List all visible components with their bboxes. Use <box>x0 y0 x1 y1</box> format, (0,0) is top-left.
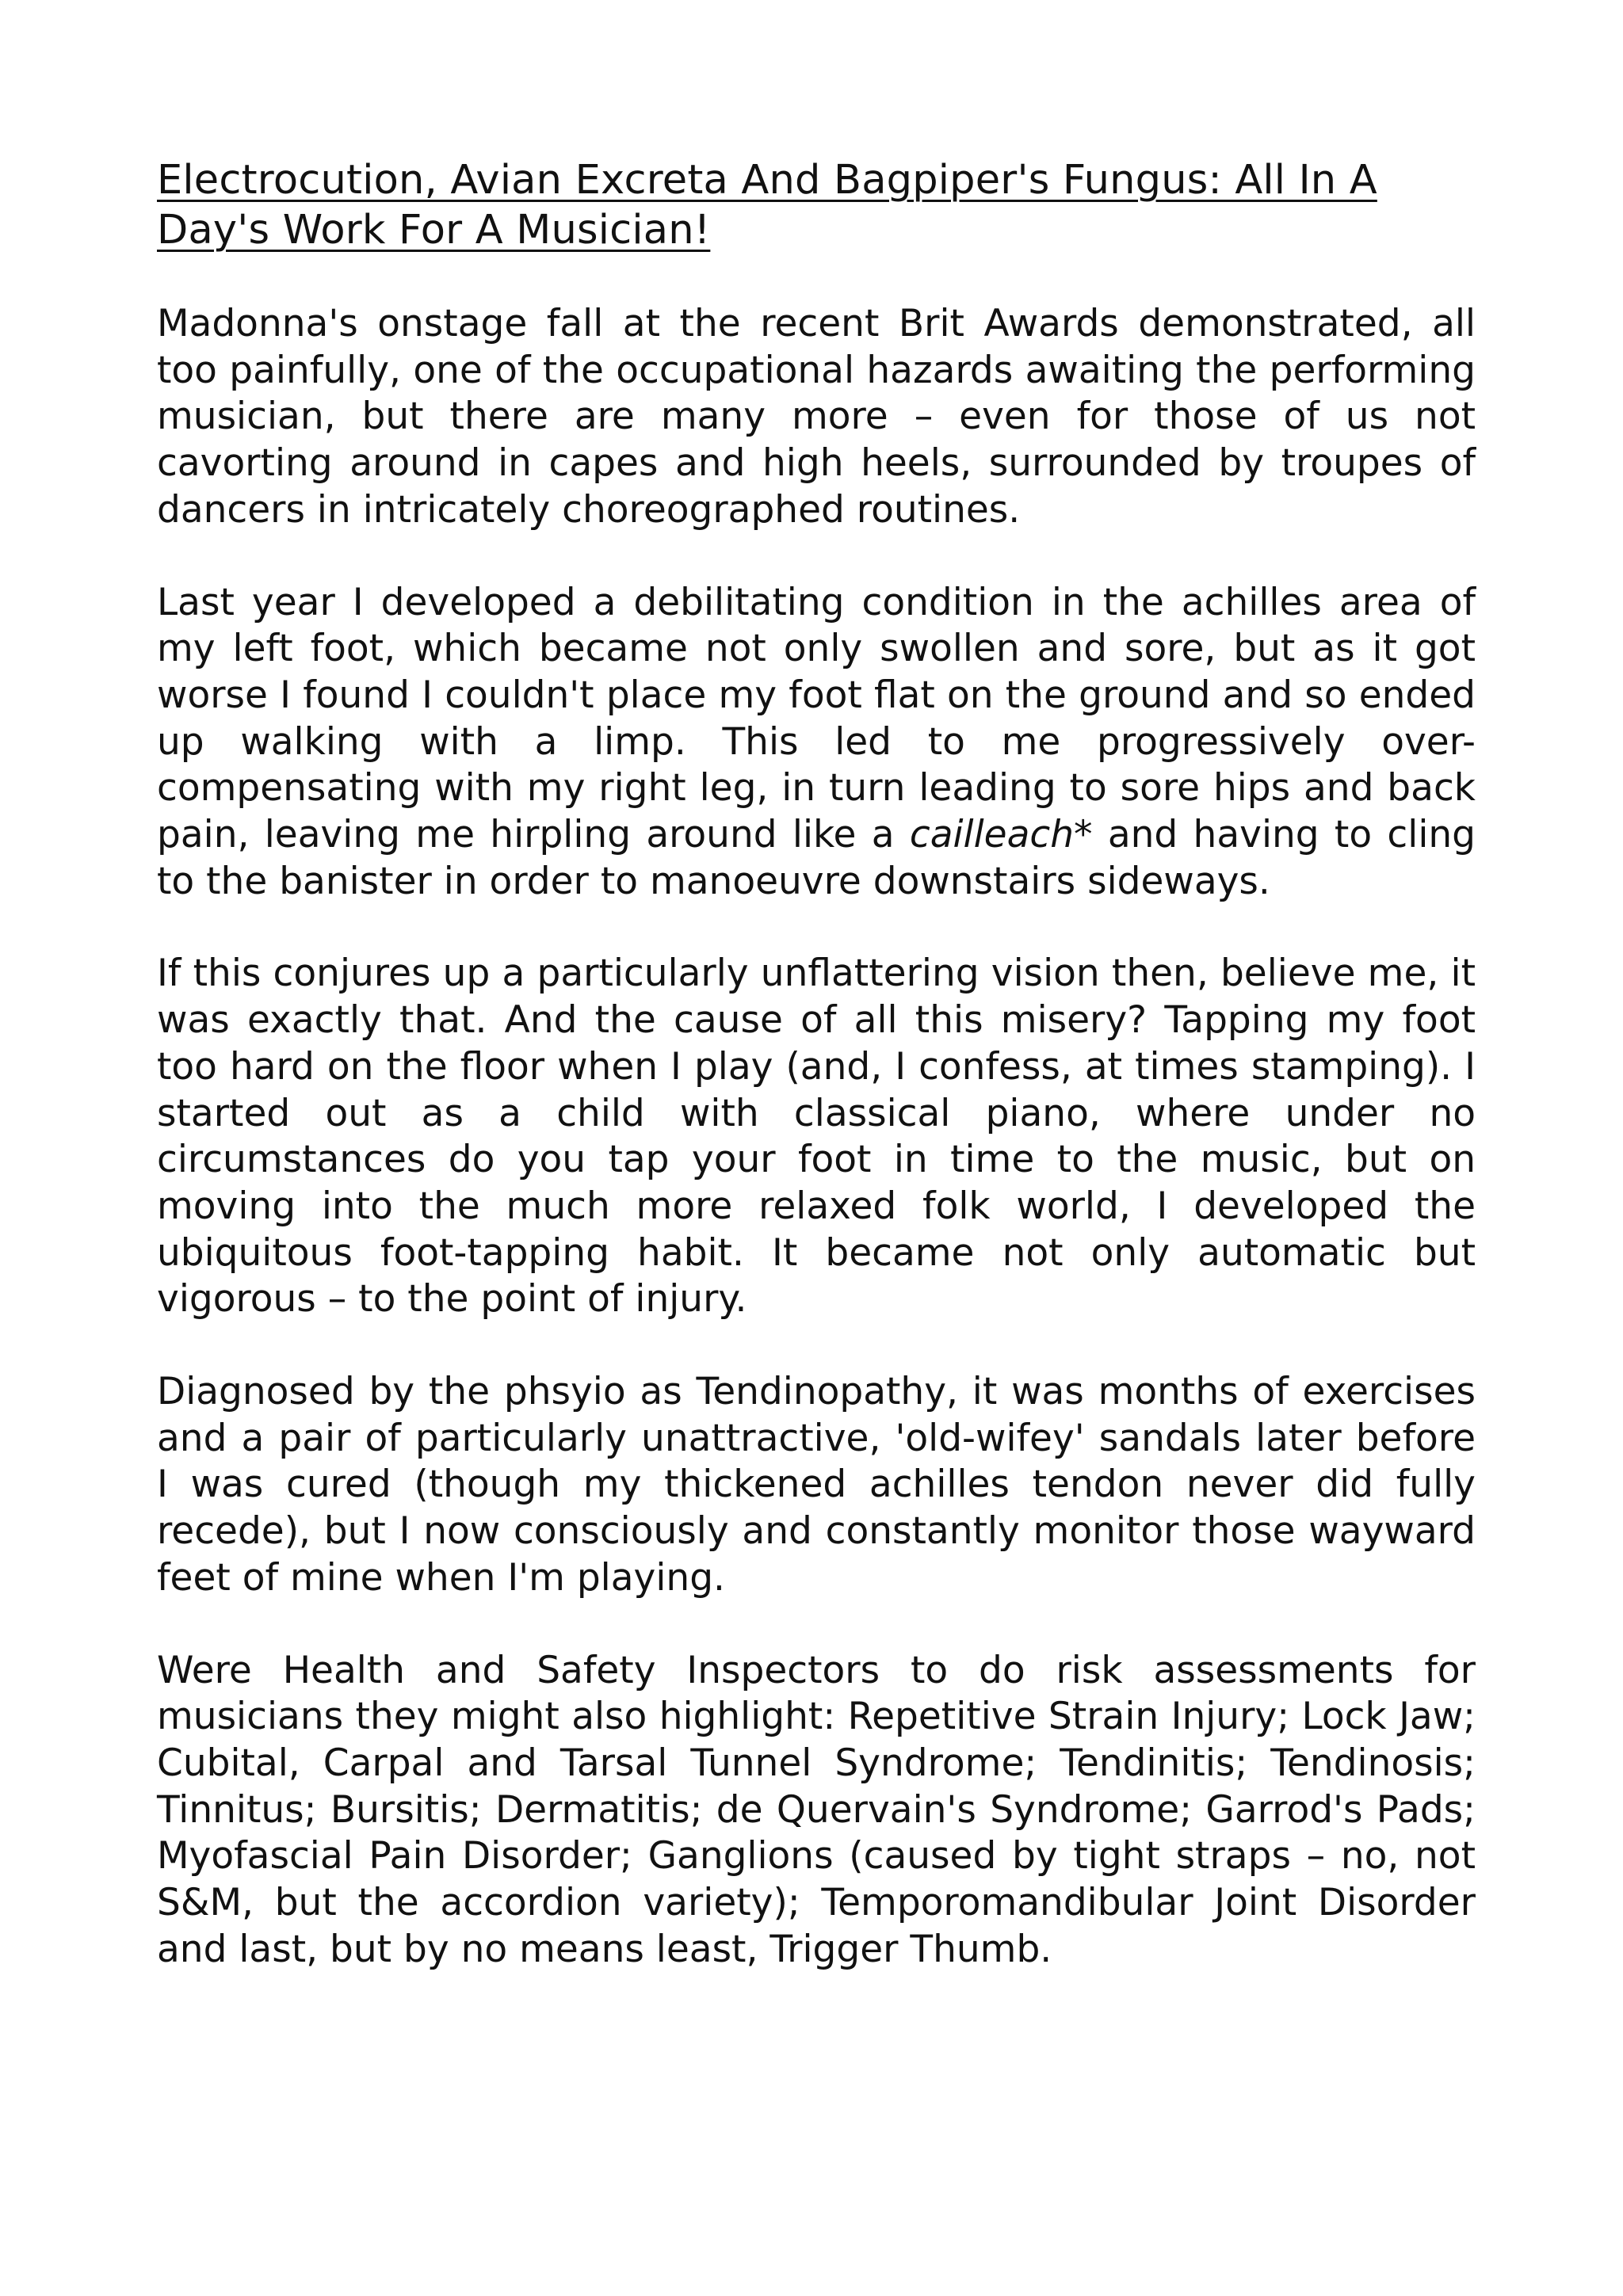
paragraph-hazards-list: Were Health and Safety Inspectors to do risk assessments for musicians they might also highlight: Repetitive Strain Injury; Lock Jaw; Cubital, Carpal and Tarsal Tunnel Syndrome; Tendinitis; Tendinosis; Tinnitus; Bursitis; Dermatitis; de Quervain's Syndrome; Garrod's Pads; Myofascial Pain Disorder; Ganglions (caused by tight straps – no, not S&M, but the accordion variety); Temporomandibular Joint Disorder and last, but by no means least, Trigger Thumb. <box>157 1648 1476 1971</box>
article-body <box>157 155 1476 2019</box>
cailleach-italic: cailleach <box>909 813 1075 857</box>
paragraph-foot-tapping: If this conjures up a particularly unflattering vision then, believe me, it was exactly that. And the cause of all this misery? Tapping my foot too hard on the floor when I play (and, I confess, at times stamping). I started out as a child with classical piano, where under no circumstances do you tap your foot in time to the music, but on moving into the much more relaxed folk world, I developed the ubiquitous foot-tapping habit. It became not only automatic but vigorous – to the point of injury. <box>157 952 1476 1322</box>
paragraph-diagnosis: Diagnosed by the phsyio as Tendinopathy, it was months of exercises and a pair of particularly unattractive, 'old-wifey' sandals later before I was cured (though my thickened achilles tendon never did fully recede), but I now consciously and constantly monitor those wayward feet of mine when I'm playing. <box>157 1370 1476 1600</box>
paragraph-madonna: Madonna's onstage fall at the recent Brit Awards demonstrated, all too painfully, one of the occupational hazards awaiting the performing musician, but there are many more – even for those of us not cavorting around in capes and high heels, surrounded by troupes of dancers in intricately choreographed routines. <box>157 302 1476 532</box>
article-title: Electrocution, Avian Excreta And Bagpiper's Fungus: All In A Day's Work For A Musician! <box>157 157 1377 254</box>
paragraph-achilles-text: Last year I developed a debilitating condition in the achilles area of my left foot, which became not only swollen and sore, but as it got worse I found I couldn't place my foot flat on the ground and so ended up walking with a limp. This led to me progressively over-compensating with my right leg, in turn leading to sore hips and back pain, leaving me hirpling around like a <box>157 580 1476 857</box>
paragraph-achilles <box>157 580 1476 906</box>
paragraph-achilles-text-end: * and having to cling to the banister in order to manoeuvre downstairs sideways. <box>157 813 1476 903</box>
